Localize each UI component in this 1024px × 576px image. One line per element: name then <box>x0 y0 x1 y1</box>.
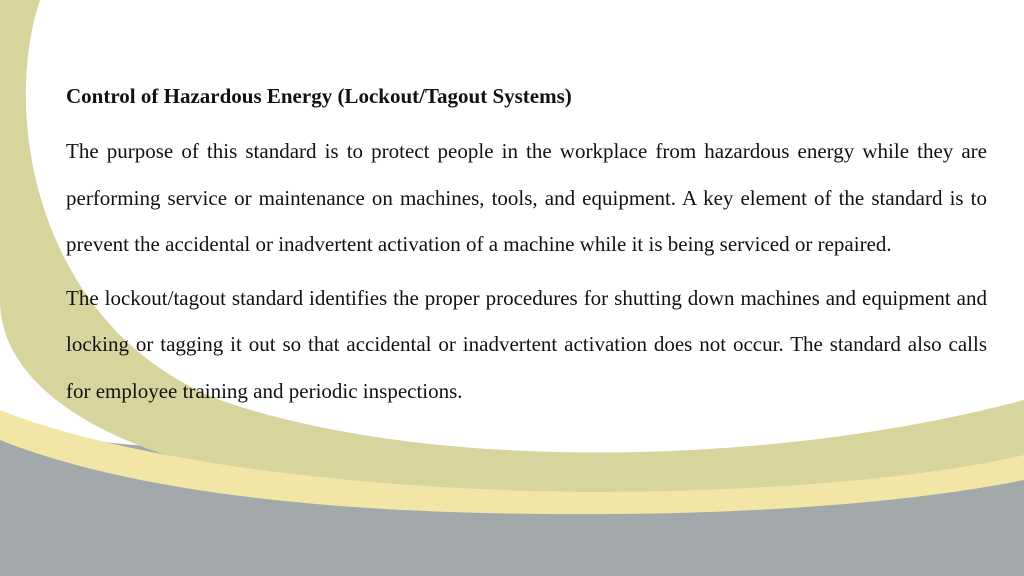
paragraph-procedures: The lockout/tagout standard identifies the proper procedures for shutting down machines and equipment and locking or tagging it out so that accidental or inadvertent activation does not occur. The standard also calls for employee training and periodic inspections. <box>66 285 987 403</box>
paragraph-purpose: The purpose of this standard is to protect people in the workplace from hazardous energy while they are performing service or maintenance on machines, tools, and equipment. A key element of the standard is to prevent the accidental or inadvertent activation of a machine while it is being serviced or repaired. <box>66 139 987 256</box>
slide-title: Control of Hazardous Energy (Lockout/Tagout Systems) <box>66 84 572 108</box>
slide-content <box>66 78 987 421</box>
